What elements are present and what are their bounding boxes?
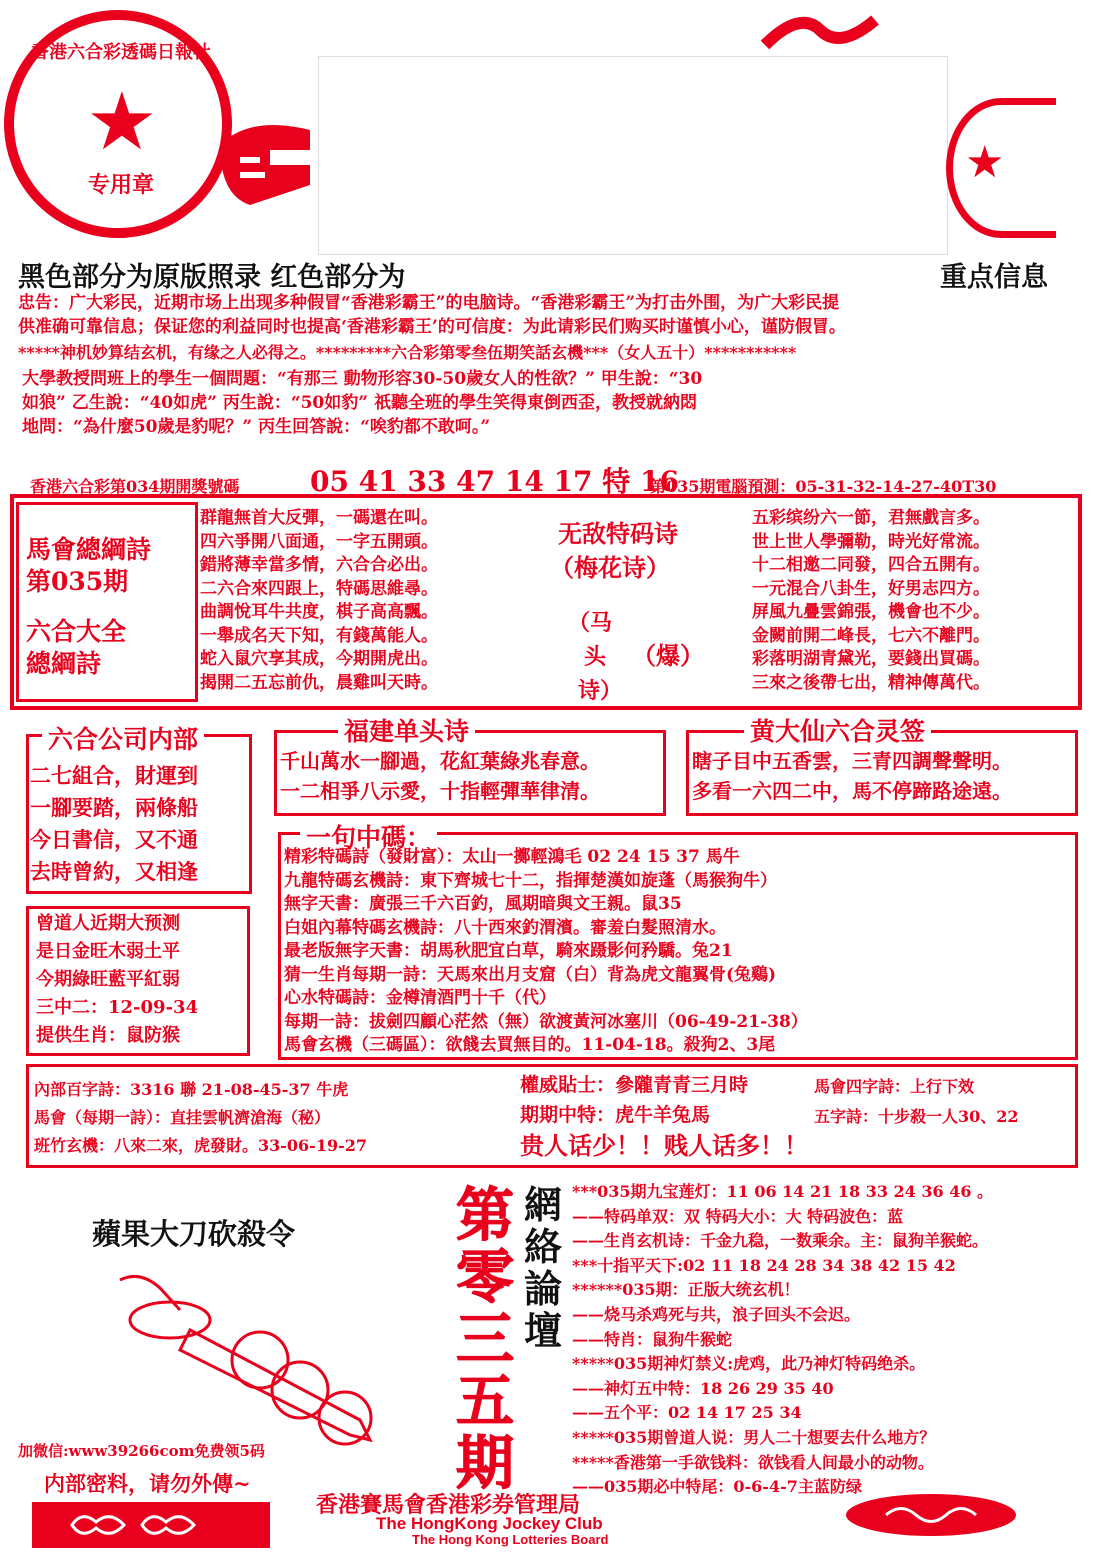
- poem-line: 錯將薄幸當多情，六合合必出。: [200, 555, 438, 575]
- one-sentence-line: 精彩特碼詩（發財富）：太山一擲輕鴻毛 02 24 15 37 馬牛: [284, 847, 740, 867]
- inner-left: [34, 1076, 494, 1160]
- official-seal: [4, 10, 232, 238]
- top-banner-tail: 重点信息: [940, 262, 1048, 293]
- prophet-line: 三中二：12-09-34: [36, 997, 199, 1018]
- draw-numbers: 05 41 33 47 14 17 特 16: [310, 465, 679, 498]
- forum-line: ——神灯五中特：18 26 29 35 40: [572, 1378, 834, 1398]
- huang-title: 黄大仙六合灵签: [744, 712, 931, 748]
- one-sentence-line: 最老版無字天書：胡馬秋肥宜白草，騎來蹑影何矜驕。兔21: [284, 941, 733, 961]
- poem-line: 世上世人學彌勒，時光好常流。: [752, 531, 990, 552]
- forum-line: ******035期：正版大统玄机！: [572, 1280, 800, 1300]
- center-poem-title: 无敌特码诗: [558, 519, 678, 548]
- poem-line: 一元混合八卦生，好男志四方。: [752, 578, 990, 599]
- center-poem-sub: （梅花诗）: [550, 553, 670, 582]
- vertical-forum: 網絡論壇: [524, 1182, 563, 1353]
- forum-line: *****035期神灯禁义:虎鸡，此乃神灯特码绝杀。: [572, 1354, 926, 1374]
- small-seal-star-icon: ★: [965, 137, 1005, 188]
- poem-line: 四六爭開八面通，一字五開頭。: [200, 531, 438, 552]
- one-sentence-line: 心水特碼詩：金樽清酒門十千（代）: [284, 988, 556, 1008]
- small-seal: [946, 98, 1056, 238]
- secret-line: 内部密料，请勿外傳~: [44, 1471, 251, 1496]
- one-sentence-lines: [284, 846, 1074, 1058]
- forum-line: ——五个平：02 14 17 25 34: [572, 1403, 802, 1423]
- poem-line: 金闕前開二峰長，七六不離門。: [752, 625, 990, 646]
- forum-line: ***十指平天下:02 11 18 24 28 34 38 42 15 42: [572, 1255, 956, 1275]
- one-sentence-title: 一句中碼：: [300, 818, 437, 854]
- poem-title-4: 總綱詩: [26, 649, 102, 678]
- prophet-title: 曾道人近期大预测: [36, 913, 180, 934]
- company-line: 二七組合，財運到: [30, 763, 198, 788]
- prophet-line: 今期綠旺藍平紅弱: [36, 969, 180, 990]
- wechat-line: 加微信:www39266com免费领5码: [18, 1442, 265, 1460]
- forum-line: *****035期曾道人说：男人二十想要去什么地方？: [572, 1427, 936, 1447]
- company-line: 去時曾約，又相逢: [30, 859, 198, 884]
- seal-star-icon: ★: [86, 75, 158, 168]
- notice-line-1: 忠告：广大彩民，近期市场上出现多种假冒“香港彩霸王”的电脑诗。“香港彩霸王”为打击外围，为广大彩民提: [18, 293, 840, 313]
- joke-line-2: 如狼” 乙生說：“40如虎” 丙生說：“50如豹” 祇聽全班的學生笑得東倒西歪，教授就納悶: [22, 393, 697, 413]
- inner-right: [814, 1072, 1074, 1132]
- fujian-line: 千山萬水一腳過，花紅葉綠兆春意。: [280, 749, 600, 773]
- draw-label: 香港六合彩第034期開獎號碼: [30, 477, 240, 496]
- poem-line: 揭開二五忘前仇，晨雞叫天時。: [200, 672, 438, 693]
- inner-left-line: 內部百字詩：3316 聯 21-08-45-37 牛虎: [34, 1080, 349, 1099]
- poem-line: 五彩缤纷六一節，君無戲言多。: [752, 508, 990, 528]
- footer-en-2: The Hong Kong Lotteries Board: [412, 1532, 609, 1547]
- poem-title-3: 六合大全: [26, 617, 127, 646]
- poem-left-titles: [26, 534, 151, 680]
- poem-line: 三來之後帶七出，精神傳萬代。: [752, 672, 990, 693]
- inner-right-line: 五字詩：十步殺一人30、22: [814, 1107, 1019, 1126]
- seal-ring-text: 香港六合彩透碼日報社: [31, 42, 211, 63]
- slogan: 贵人话少！！贱人话多！！: [520, 1131, 808, 1160]
- poem-line: 二六合來四跟上，特碼思維尋。: [200, 578, 438, 599]
- joke-line-1: 大學教授問班上的學生一個問題：“有那三 動物形容30-50歲女人的性欲？” 甲生說：“30: [22, 369, 703, 389]
- cloud-emblem-left: [32, 1502, 270, 1548]
- inner-left-line: 馬會（每期一詩）：直挂雲帆濟滄海（秘）: [34, 1108, 331, 1127]
- poem-line: 屏風九疊雲錦張，機會也不少。: [752, 602, 990, 622]
- hand-graphic: [210, 105, 320, 215]
- forum-line: ——035期必中特尾：0-6-4-7主蓝防绿: [572, 1477, 862, 1497]
- notice-line-2: 供准确可靠信息；保证您的利益同时也提高‘香港彩霸王’的可信度：为此请彩民们购买时谨慎小心，谨防假冒。: [18, 317, 846, 337]
- poem-line: 十二相邀二同發，四合五開有。: [752, 555, 990, 575]
- forum-line: ——生肖玄机诗：千金九稳，一数乘余。主：鼠狗羊猴蛇。: [572, 1231, 989, 1251]
- one-sentence-line: 猜一生肖每期一詩：天馬來出月支窟（白）背為虎文龍翼骨(兔鷄): [284, 964, 777, 985]
- top-banner: 黑色部分为原版照录 红色部分为: [18, 262, 406, 293]
- inner-right-line: 馬會四字詩：上行下效: [814, 1077, 975, 1096]
- poem-title-2: 第035期: [26, 567, 129, 596]
- inner-center: [520, 1070, 810, 1130]
- sword-graphic: [100, 1270, 400, 1450]
- poem-line: 一舉成名天下知，有錢萬能人。: [200, 625, 438, 646]
- huang-lines: [692, 746, 1074, 806]
- forum-line: ***035期九宝莲灯：11 06 14 21 18 33 24 36 46 。: [572, 1182, 994, 1201]
- prophet-content: [36, 910, 246, 1050]
- center-bracket-3: 诗）: [578, 678, 623, 704]
- pointing-hand-icon: [210, 105, 320, 215]
- company-line: 一腳要踏，兩條船: [30, 795, 198, 820]
- company-lines: [30, 760, 250, 888]
- poem-left-list: [200, 507, 510, 695]
- huang-line: 多看一六四二中，馬不停蹄路途遠。: [692, 779, 1012, 803]
- prophet-line: 是日金旺木弱土平: [36, 941, 180, 962]
- poem-line: 蛇入鼠穴享其成，今期開虎出。: [200, 649, 438, 669]
- poem-line: 群龍無首大反彈，一碼還在叫。: [200, 508, 438, 528]
- seal-sub-text: 专用章: [87, 172, 154, 198]
- joke-title: *****神机妙算结玄机，有缘之人必得之。*********六合彩第零叁伍期笑話玄機***（女人五十）***********: [18, 343, 797, 362]
- poem-line: 彩落明湖青黛光，要錢出買碼。: [752, 649, 990, 669]
- vertical-issue: 第零三五期: [456, 1181, 515, 1497]
- poem-line: 曲調悅耳牛共度，棋子高高飄。: [200, 602, 438, 622]
- apple-title: 蘋果大刀砍殺令: [92, 1217, 296, 1251]
- fujian-lines: [280, 746, 662, 806]
- huang-line: 瞎子目中五香雲，三青四調聲聲明。: [692, 749, 1012, 773]
- one-sentence-line: 白姐內幕特碼玄機詩：八十西來釣渭濱。審羞白髮照清水。: [284, 917, 726, 938]
- forum-line: *****香港第一手欲钱料：欲钱看人间最小的动物。: [572, 1452, 934, 1472]
- bottom-right-list: [572, 1180, 1092, 1500]
- sword-icon: [100, 1270, 400, 1450]
- footer-en-1: The HongKong Jockey Club: [376, 1514, 603, 1533]
- one-sentence-line: 九龍特碼玄機詩：東下齊城七十二，指揮楚漢如旋蓬（馬猴狗牛）: [284, 870, 777, 891]
- top-red-strokes: [760, 10, 880, 50]
- one-sentence-line: 馬會玄機（三碼區）：欲餞去買無目的。11-04-18。殺狗2、3尾: [284, 1035, 776, 1055]
- one-sentence-line: 無字天書：廣張三千六百釣，風期暗與文王親。鼠35: [284, 894, 682, 914]
- inner-center-line: 期期中特：虎牛羊兔馬: [520, 1104, 711, 1126]
- inner-left-line: 班竹玄機：八來二來，虎發財。33-06-19-27: [34, 1136, 367, 1155]
- center-bracket-1: （马: [568, 610, 613, 636]
- prophet-line: 提供生肖：鼠防猴: [36, 1025, 180, 1046]
- cloud-icon: [32, 1502, 270, 1548]
- company-line: 今日書信，又不通: [30, 827, 198, 852]
- one-sentence-line: 每期一詩：拔劍四顧心茫然（無）欲渡黃河冰塞川（06-49-21-38）: [284, 1011, 808, 1032]
- company-title: 六合公司内部: [42, 720, 204, 756]
- cloud-icon: [846, 1494, 1016, 1536]
- fujian-line: 一二相爭八示愛，十指輕彈華律清。: [280, 779, 600, 803]
- prediction-label: 第035期電腦預測：05-31-32-14-27-40T30: [650, 477, 997, 496]
- cloud-emblem-right: [846, 1494, 1016, 1536]
- fujian-title: 福建单头诗: [338, 712, 475, 748]
- joke-line-3: 地問：“為什麼50歲是豹呢？” 丙生回答說：“唉豹都不敢呵。”: [22, 417, 491, 437]
- center-bracket-2: 头: [584, 644, 607, 670]
- center-bao: （爆）: [632, 641, 704, 670]
- poem-title-1: 馬會總綱詩: [26, 535, 152, 564]
- forum-line: ——特码单双：双 特码大小：大 特码波色：蓝: [572, 1206, 904, 1226]
- poem-right-list: [752, 507, 1077, 695]
- footer-cn: 香港賽馬會香港彩券管理局: [316, 1492, 581, 1518]
- forum-line: ——特肖：鼠狗牛猴蛇: [572, 1329, 733, 1349]
- forum-line: ——烧马杀鸡死与共，浪子回头不会迟。: [572, 1304, 861, 1324]
- inner-center-line: 權威貼士：參隴青青三月時: [520, 1074, 749, 1096]
- masked-area: [318, 56, 948, 255]
